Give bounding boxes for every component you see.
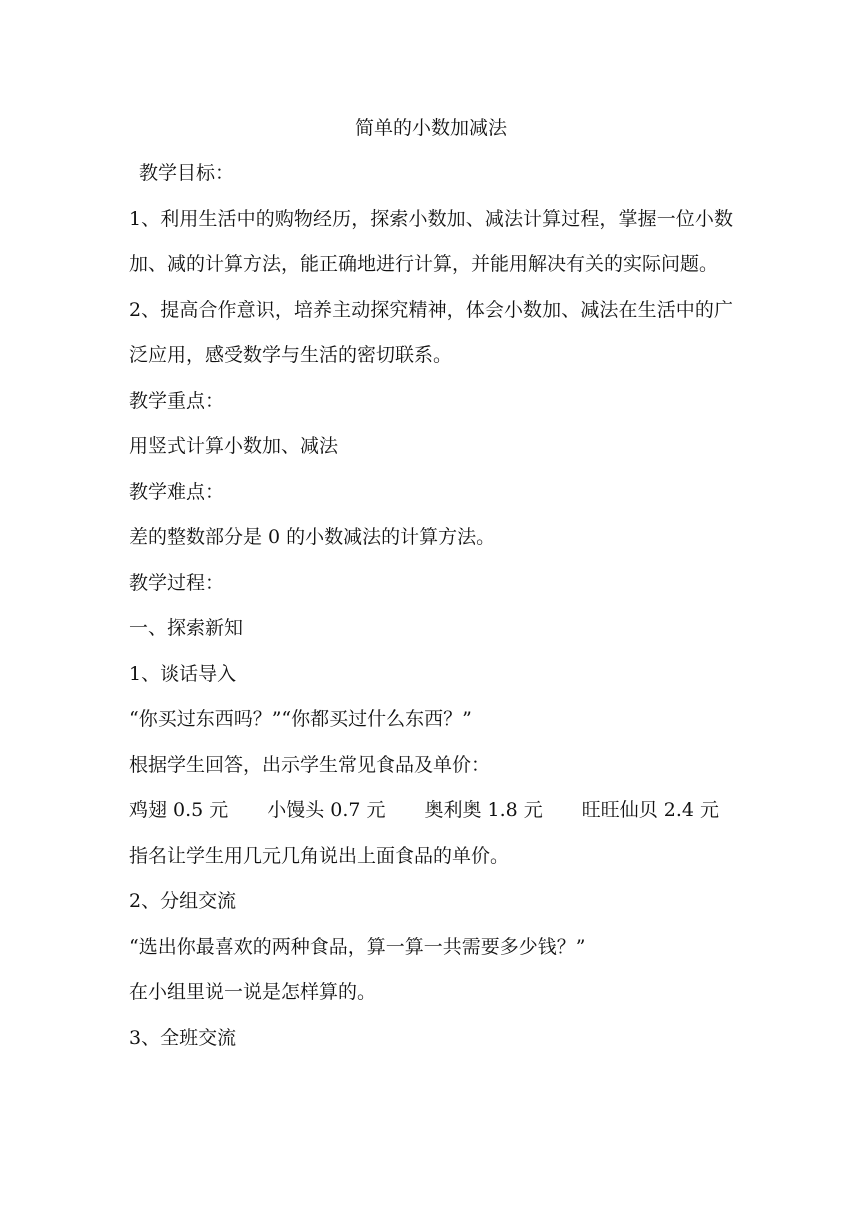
key-heading: 教学重点： — [129, 389, 225, 412]
instruction-1: 根据学生回答，出示学生常见食品及单价： — [129, 753, 491, 776]
quote-1: “你买过东西吗？”“你都买过什么东西？” — [129, 708, 472, 730]
step-2-heading: 2、分组交流 — [129, 890, 237, 912]
price-item: 小馒头 0.7 元 — [267, 799, 386, 821]
price-item: 旺旺仙贝 2.4 元 — [581, 799, 719, 821]
process-heading: 教学过程： — [129, 571, 225, 594]
goal-2-paragraph: 2、提高合作意识，培养主动探究精神，体会小数加、减法在生活中的广泛应用，感受数学与生活的密切联系。 — [129, 298, 733, 366]
price-item: 鸡翅 0.5 元 — [129, 799, 229, 821]
goal-1-paragraph: 1、利用生活中的购物经历，探索小数加、减法计算过程，掌握一位小数加、减的计算方法，能正确地进行计算，并能用解决有关的实际问题。 — [129, 207, 733, 275]
step-1-heading: 1、谈话导入 — [129, 662, 237, 685]
key-text: 用竖式计算小数加、减法 — [129, 435, 339, 457]
quote-2: “选出你最喜欢的两种食品，算一算一共需要多少钱？” — [129, 935, 586, 958]
instruction-3: 在小组里说一说是怎样算的。 — [129, 981, 377, 1003]
difficulty-text: 差的整数部分是 0 的小数减法的计算方法。 — [129, 526, 496, 548]
goals-heading: 教学目标： — [139, 162, 235, 184]
instruction-2: 指名让学生用几元几角说出上面食品的单价。 — [129, 844, 510, 867]
price-item: 奥利奥 1.8 元 — [424, 799, 543, 821]
difficulty-heading: 教学难点： — [129, 480, 225, 503]
document-body — [129, 108, 733, 1061]
section-1-heading: 一、探索新知 — [129, 617, 244, 639]
document-title: 简单的小数加减法 — [354, 117, 507, 139]
step-3-heading: 3、全班交流 — [129, 1026, 237, 1049]
price-list — [129, 788, 719, 834]
